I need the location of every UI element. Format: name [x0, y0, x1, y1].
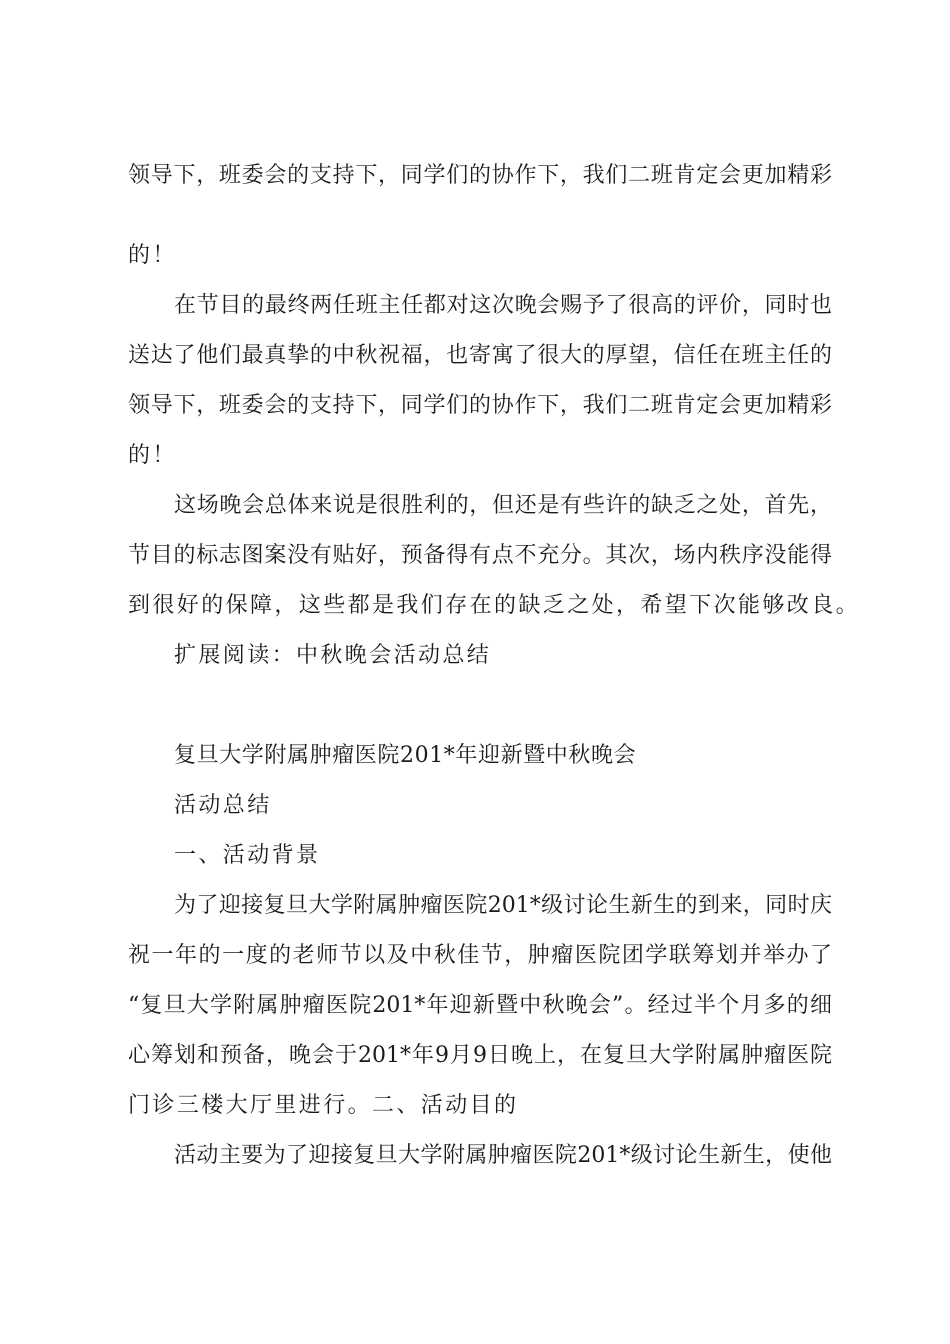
text-line-14: 为了迎接复旦大学附属肿瘤医院201*级讨论生新生的到来，同时庆 — [174, 893, 832, 918]
text-line-17: 心筹划和预备，晚会于201*年9月9日晚上，在复旦大学附属肿瘤医院 — [128, 1043, 832, 1068]
extended-reading-heading: 扩展阅读：中秋晚会活动总结 — [174, 643, 492, 668]
text-line-8: 节目的标志图案没有贴好，预备得有点不充分。其次，场内秩序没能得 — [128, 543, 832, 568]
text-line-15: 祝一年的一度的老师节以及中秋佳节，肿瘤医院团学联筹划并举办了 — [128, 943, 832, 968]
text-line-18: 门诊三楼大厅里进行。二、活动目的 — [128, 1093, 519, 1118]
text-line-16: “复旦大学附属肿瘤医院201*年迎新暨中秋晚会”。经过半个月多的细 — [128, 993, 832, 1018]
text-line-6: 的！ — [128, 443, 177, 468]
text-line-4: 送达了他们最真挚的中秋祝福，也寄寓了很大的厚望，信任在班主任的 — [128, 343, 832, 368]
event-title: 复旦大学附属肿瘤医院201*年迎新暨中秋晚会 — [174, 743, 637, 768]
text-line-7: 这场晚会总体来说是很胜利的，但还是有些许的缺乏之处，首先， — [174, 493, 832, 518]
text-line-5: 领导下，班委会的支持下，同学们的协作下，我们二班肯定会更加精彩 — [128, 393, 832, 418]
text-line-1: 领导下，班委会的支持下，同学们的协作下，我们二班肯定会更加精彩 — [128, 163, 832, 188]
section-heading-background: 一、活动背景 — [174, 843, 321, 868]
text-line-2: 的！ — [128, 243, 177, 268]
text-line-19: 活动主要为了迎接复旦大学附属肿瘤医院201*级讨论生新生，使他 — [174, 1143, 832, 1168]
event-subtitle: 活动总结 — [174, 793, 272, 818]
text-line-9: 到很好的保障，这些都是我们存在的缺乏之处，希望下次能够改良。 — [128, 593, 861, 618]
text-line-3: 在节目的最终两任班主任都对这次晚会赐予了很高的评价，同时也 — [174, 293, 832, 318]
